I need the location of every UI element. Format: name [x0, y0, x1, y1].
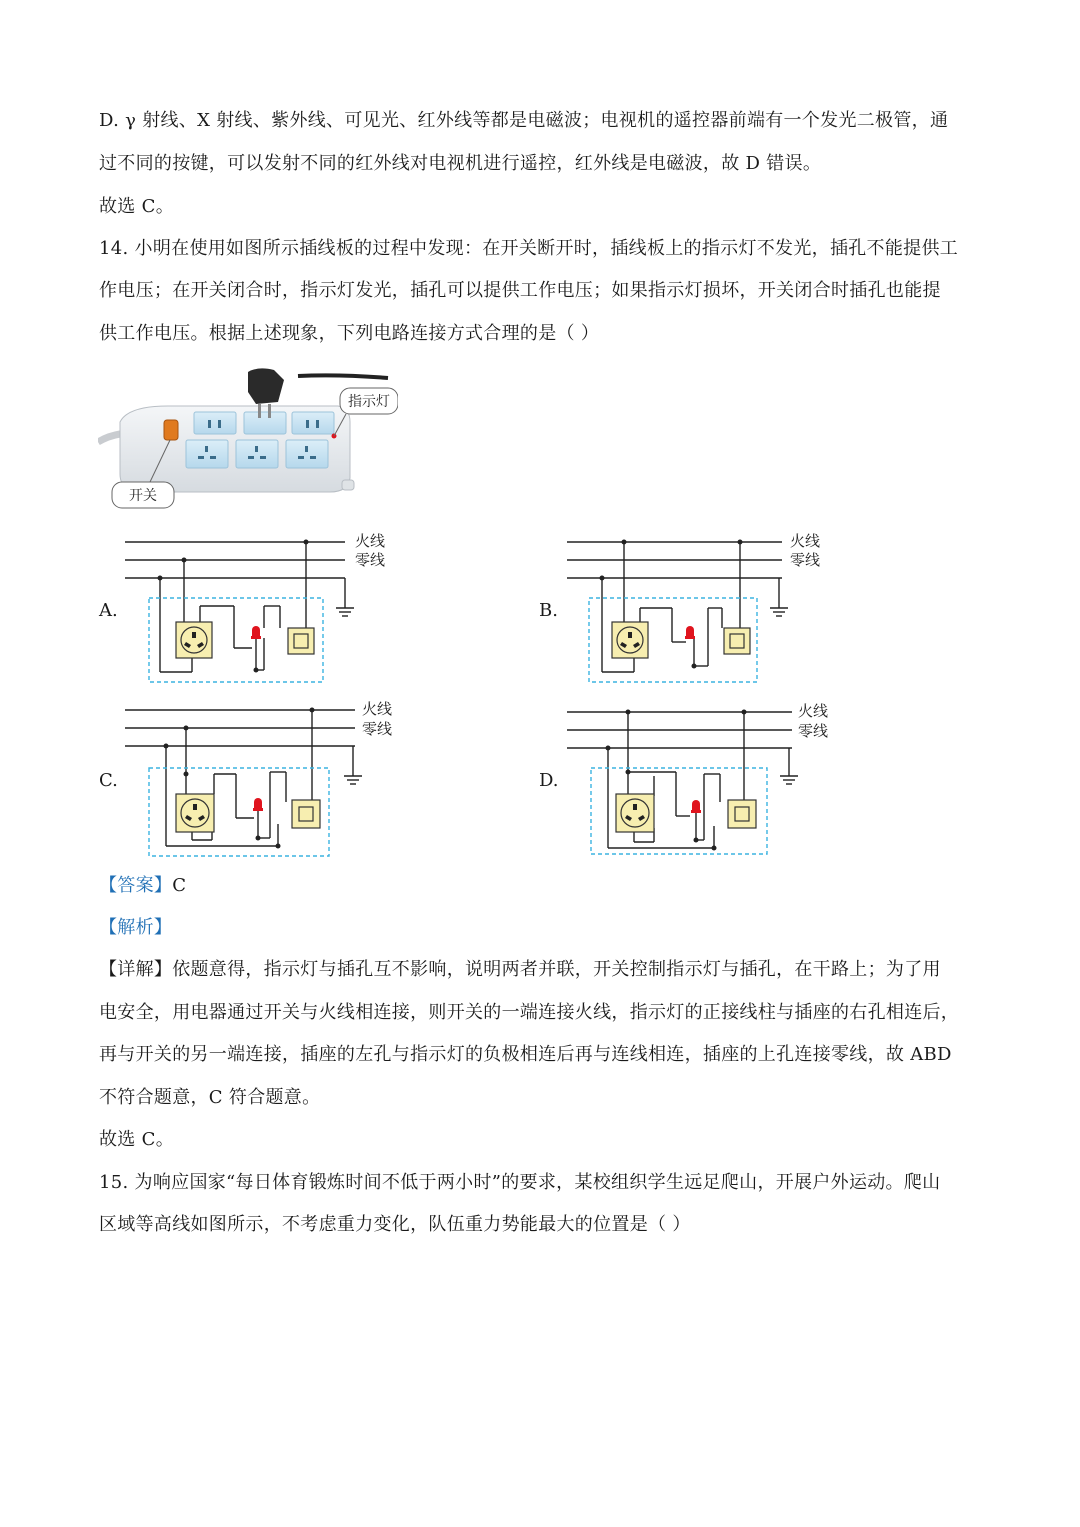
answer-line	[99, 873, 984, 899]
live-wire-label: 火线	[790, 532, 821, 550]
circuit-d	[562, 700, 852, 865]
q15-line-1: 15. 为响应国家“每日体育锻炼时间不低于两小时”的要求，某校组织学生远足爬山，开展户外运动。爬山	[99, 1172, 941, 1193]
option-c-label: C.	[99, 770, 118, 791]
detail-text-1: 依题意得，指示灯与插孔互不影响，说明两者并联，开关控制指示灯与插孔，在干路上；为了用	[172, 959, 941, 980]
answer-value: C	[172, 875, 187, 896]
circuit-c	[120, 698, 410, 863]
conclusion-14: 故选 C。	[99, 1129, 174, 1150]
detail-line-2: 电安全，用电器通过开关与火线相连接，则开关的一端连接火线，指示灯的正接线柱与插座的右孔相连后，	[99, 1002, 960, 1023]
live-wire-label: 火线	[355, 532, 386, 550]
conclusion-13: 故选 C。	[99, 196, 174, 217]
option-a-label: A.	[99, 600, 118, 621]
option-d-line-1: D. γ 射线、X 射线、紫外线、可见光、红外线等都是电磁波；电视机的遥控器前端有一个发光二极管，通	[99, 110, 949, 131]
detail-tag: 【详解】	[99, 959, 173, 980]
circuit-a	[120, 530, 400, 690]
neutral-wire-label: 零线	[355, 551, 386, 569]
circuit-b	[562, 530, 842, 690]
neutral-wire-label: 零线	[790, 551, 821, 569]
q14-line-2: 作电压；在开关闭合时，指示灯发光，插孔可以提供工作电压；如果指示灯损坏，开关闭合时插孔也能提	[99, 280, 941, 301]
detail-line-3: 再与开关的另一端连接，插座的左孔与指示灯的负极相连后再与连线相连，插座的上孔连接零线，故 ABD	[99, 1044, 952, 1065]
detail-line-4: 不符合题意，C 符合题意。	[99, 1087, 321, 1108]
analysis-tag: 【解析】	[99, 917, 173, 938]
switch-callout: 开关	[129, 488, 157, 504]
q14-line-1: 14. 小明在使用如图所示插线板的过程中发现：在开关断开时，插线板上的指示灯不发光，插孔不能提供工	[99, 238, 959, 259]
detail-line-1	[99, 957, 984, 983]
q14-line-3: 供工作电压。根据上述现象，下列电路连接方式合理的是（ ）	[99, 323, 600, 344]
option-d-label: D.	[539, 770, 559, 791]
indicator-callout: 指示灯	[348, 394, 390, 410]
neutral-wire-label: 零线	[362, 720, 393, 738]
power-strip-illustration	[98, 362, 398, 512]
option-b-label: B.	[539, 600, 558, 621]
option-d-line-2: 过不同的按键，可以发射不同的红外线对电视机进行遥控，红外线是电磁波，故 D 错误。	[99, 153, 822, 174]
live-wire-label: 火线	[362, 700, 393, 718]
q15-line-2: 区域等高线如图所示，不考虑重力变化，队伍重力势能最大的位置是（ ）	[99, 1214, 691, 1235]
answer-tag: 【答案】	[99, 875, 173, 896]
neutral-wire-label: 零线	[798, 722, 829, 740]
live-wire-label: 火线	[798, 702, 829, 720]
